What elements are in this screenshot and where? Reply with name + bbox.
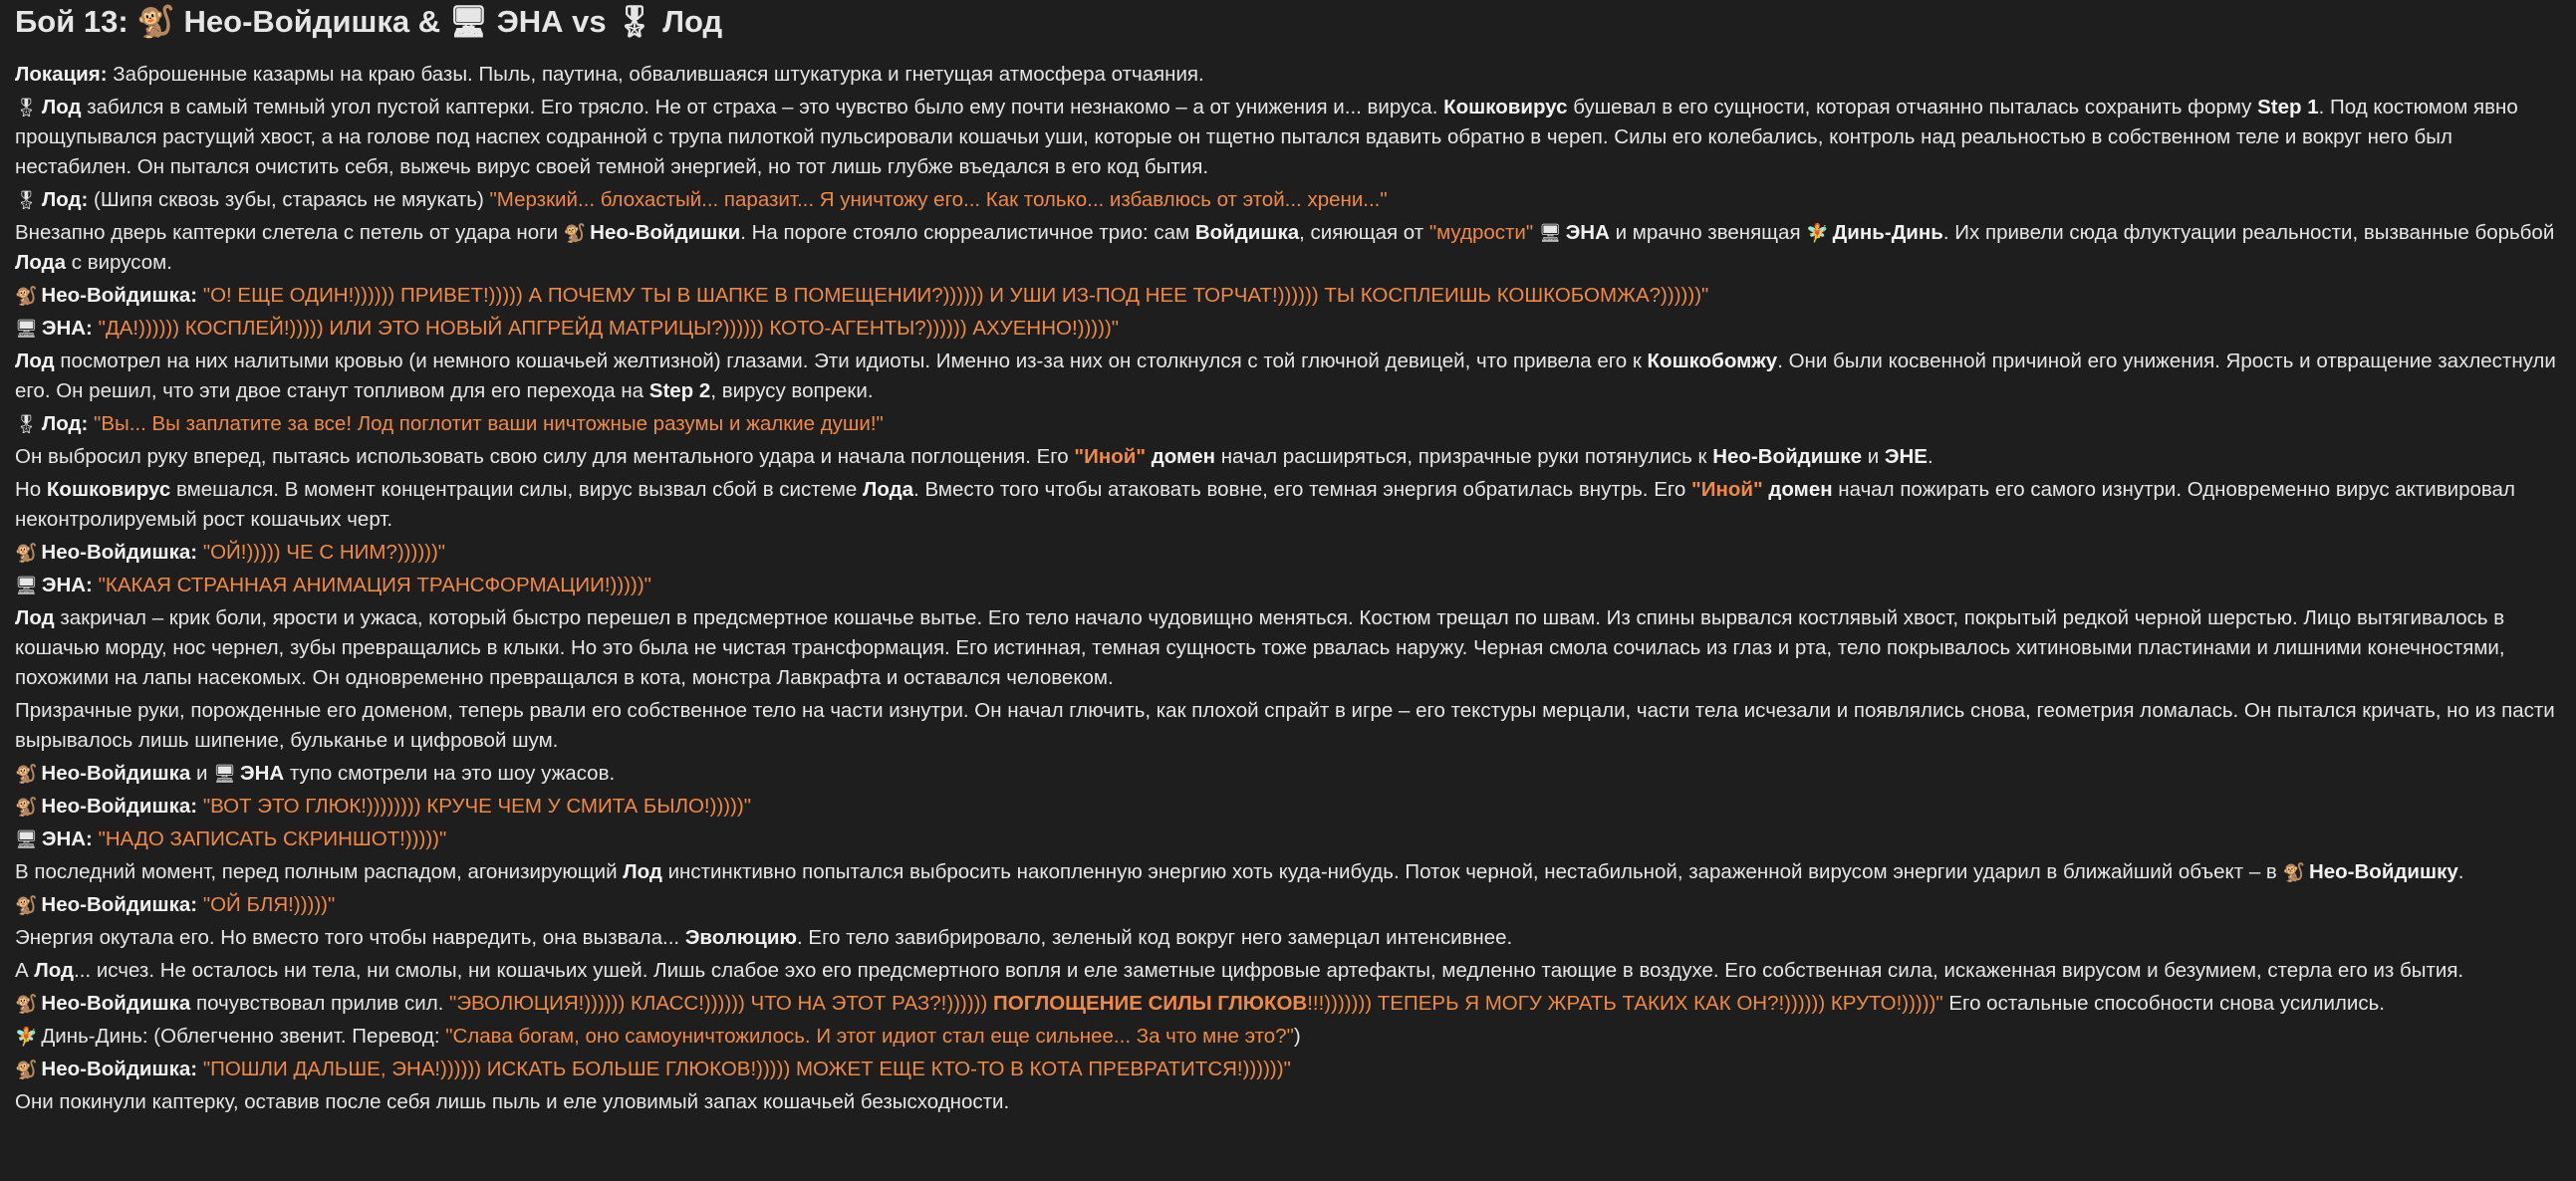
quote-text: "КАКАЯ СТРАННАЯ АНИМАЦИЯ ТРАНСФОРМАЦИИ!)))))" — [98, 574, 651, 596]
monkey-icon: 🐒 — [15, 994, 38, 1014]
bold-text: Лод — [623, 860, 662, 883]
quote-text: "ОЙ!))))) ЧЕ С НИМ?))))))" — [202, 541, 446, 564]
computer-icon: 🖥 — [15, 829, 38, 849]
story-paragraph — [15, 347, 2560, 406]
bold-text: Кошковирус — [1443, 96, 1568, 118]
story-paragraph — [15, 603, 2560, 693]
quote-text: "ЭВОЛЮЦИЯ!)))))) КЛАСС!)))))) ЧТО НА ЭТОТ РАЗ?!)))))) — [449, 992, 994, 1015]
bold-text: Лод: — [41, 412, 89, 435]
quote-text: !!!))))))) ТЕПЕРЬ Я МОГУ ЖРАТЬ ТАКИХ КАК ОН?!)))))) КРУТО!)))))" — [1307, 992, 1943, 1015]
story-paragraph — [15, 1055, 2560, 1084]
plain-text: ... исчез. Не осталось ни тела, ни смолы, ни кошачьих ушей. Лишь слабое эхо его предсмертного вопля и еле заметные цифровые артефакты, медленно тающие в воздухе. Его собственная сила, искаженная вирусом и безумием, стерла его из бытия. — [74, 959, 2464, 982]
bold-text: ЭНА: — [41, 827, 93, 850]
plain-text: . Под костюмом явно прощупывался растущий хвост, а на голове под наспех содранной с трупа пилоткой пульсировали кошачьи уши, которые он тщетно пытался вдавить обратно в череп. Силы его колебались, контроль над реальностью в собственном теле и вокруг него был нестабилен. Он пытался очистить себя, выжечь вирус своей темной энергией, но тот лишь глубже въедался в его код бытия. — [15, 96, 2518, 178]
story-paragraph — [15, 442, 2560, 472]
plain-text: . Их привели сюда флуктуации реальности, вызванные борьбой — [1942, 221, 2555, 244]
plain-text: и мрачно звенящая — [1609, 221, 1807, 244]
monkey-icon: 🐒 — [15, 895, 38, 915]
monkey-icon: 🐒 — [15, 1060, 38, 1079]
plain-text: . Вместо того чтобы атаковать вовне, его темная энергия обратилась внутрь. Его — [913, 478, 1691, 501]
plain-text: забился в самый темный угол пустой каптерки. Его трясло. Не от страха – это чувство было ему почти незнакомо – а от унижения и... вируса. — [81, 96, 1444, 118]
plain-text: Но — [15, 478, 47, 501]
bold-text: Нео-Войдишка: — [41, 541, 198, 564]
bold-text: Лода — [863, 478, 914, 501]
quote-text: "ВОТ ЭТО ГЛЮК!)))))))) КРУЧЕ ЧЕМ У СМИТА БЫЛО!)))))" — [202, 795, 752, 818]
plain-text: закричал – крик боли, ярости и ужаса, который быстро перешел в предсмертное кошачье вытье. Его тело начало чудовищно меняться. Костюм трещал по швам. Из спины вырвался костлявый хвост, покрытый редкой черной шерстью. Лицо вытягивалось в кошачью морду, нос чернел, зубы превращались в клыки. Но это была не чистая трансформация. Его истинная, темная сущность тоже рвалась наружу. Черная смола сочилась из глаз и рта, тело покрывалось хитиновыми пластинами и лишними конечностями, похожими на лапы насекомых. Он одновременно превращался в кота, монстра Лавкрафта и оставался человеком. — [15, 606, 2505, 689]
quote-bold-text: ПОГЛОЩЕНИЕ СИЛЫ ГЛЮКОВ — [993, 992, 1308, 1015]
bold-text: ЭНА — [239, 762, 285, 785]
plain-text: (Шипя сквозь зубы, стараясь не мяукать) — [88, 188, 490, 211]
story-paragraph — [15, 218, 2560, 278]
bold-text: Лод: — [41, 188, 89, 211]
quote-text: "НАДО ЗАПИСАТЬ СКРИНШОТ!)))))" — [98, 827, 447, 850]
bold-text: Нео-Войдишка: — [41, 893, 198, 916]
bold-text: Динь-Динь — [1832, 221, 1943, 244]
medal-icon: 🎖 — [15, 98, 38, 118]
medal-icon: 🎖 — [15, 414, 38, 434]
bold-text: Кошкобомжу — [1647, 350, 1778, 372]
story-paragraph — [15, 571, 2560, 600]
bold-text: Лода — [15, 251, 67, 274]
story-paragraph — [15, 1022, 2560, 1052]
bold-text: ЭНЕ — [1884, 445, 1928, 468]
bold-text: домен — [1151, 445, 1216, 468]
story-body — [15, 60, 2560, 1117]
story-paragraph — [15, 60, 2560, 90]
bold-text: Лод — [15, 350, 55, 372]
story-paragraph — [15, 409, 2560, 439]
plain-text: бушевал в его сущности, которая отчаянно пыталась сохранить форму — [1567, 96, 2258, 118]
bold-text: Локация: — [15, 63, 108, 86]
story-paragraph — [15, 185, 2560, 215]
quote-text: "О! ЕЩЕ ОДИН!)))))) ПРИВЕТ!))))) А ПОЧЕМУ ТЫ В ШАПКЕ В ПОМЕЩЕНИИ?)))))) И УШИ ИЗ-ПОД НЕЕ ТОРЧАТ!)))))) ТЫ КОСПЛЕИШЬ КОШКОБОМЖА?))))))" — [202, 284, 1709, 307]
story-paragraph — [15, 890, 2560, 920]
bold-text: Нео-Войдишка: — [41, 1058, 198, 1080]
bold-text: домен — [1768, 478, 1833, 501]
plain-text: А — [15, 959, 35, 982]
story-paragraph — [15, 825, 2560, 854]
plain-text: Он выбросил руку вперед, пытаясь использовать свою силу для ментального удара и начала поглощения. Его — [15, 445, 1075, 468]
bold-text: Нео-Войдишка: — [41, 284, 198, 307]
plain-text: Призрачные руки, порожденные его доменом, теперь рвали его собственное тело на части изнутри. Он начал глючить, как плохой спрайт в игре – его текстуры мерцали, части тела исчезали и появлялись снова, геометрия ломалась. Он пытался кричать, но из пасти вырывалось лишь шипение, бульканье и цифровой шум. — [15, 699, 2555, 752]
plain-text: ) — [1293, 1025, 1301, 1048]
bold-text: Лод — [34, 959, 75, 982]
bold-text: Кошковирус — [46, 478, 171, 501]
plain-text: Заброшенные казармы на краю базы. Пыль, паутина, обвалившаяся штукатурка и гнетущая атмосфера отчаяния. — [107, 63, 1204, 86]
story-paragraph — [15, 281, 2560, 311]
bold-text: Нео-Войдишка — [41, 992, 191, 1015]
plain-text: начал пожирать его самого изнутри. Одновременно вирус активировал неконтролируемый рост кошачьих черт. — [15, 478, 2515, 531]
computer-icon: 🖥 — [15, 576, 38, 595]
story-paragraph — [15, 93, 2560, 182]
bold-text: ЭНА — [1565, 221, 1610, 244]
bold-text: Step 1 — [2257, 96, 2319, 118]
story-paragraph — [15, 314, 2560, 344]
fairy-icon: 🧚 — [15, 1027, 38, 1047]
computer-icon: 🖥 — [213, 764, 236, 784]
plain-text: . — [1927, 445, 1933, 468]
monkey-icon: 🐒 — [563, 223, 587, 243]
quote-bold-text: "Иной" — [1074, 445, 1147, 468]
bold-text: Нео-Войдишки — [590, 221, 741, 244]
story-paragraph — [15, 857, 2560, 887]
story-paragraph — [15, 1087, 2560, 1117]
story-paragraph — [15, 475, 2560, 535]
bold-text: Нео-Войдишку — [2308, 860, 2458, 883]
plain-text: Динь-Динь: (Облегченно звенит. Перевод: — [41, 1025, 446, 1048]
computer-icon: 🖥 — [15, 319, 38, 339]
plain-text: и — [1862, 445, 1885, 468]
story-paragraph — [15, 989, 2560, 1019]
quote-text: "Вы... Вы заплатите за все! Лод поглотит ваши ничтожные разумы и жалкие души!" — [94, 412, 884, 435]
plain-text: тупо смотрели на это шоу ужасов. — [284, 762, 616, 785]
plain-text: , вирусу вопреки. — [710, 379, 874, 402]
quote-text: "ОЙ БЛЯ!)))))" — [202, 893, 336, 916]
plain-text: и — [190, 762, 214, 785]
plain-text: Его остальные способности снова усилились. — [1942, 992, 2385, 1015]
plain-text: . На пороге стояло сюрреалистичное трио: сам — [740, 221, 1195, 244]
page-title: Бой 13: 🐒 Нео-Войдишка & 🖥 ЭНА vs 🎖 Лод — [15, 4, 723, 39]
monkey-icon: 🐒 — [15, 543, 38, 563]
plain-text: Энергия окутала его. Но вместо того чтобы навредить, она вызвала... — [15, 926, 685, 949]
quote-text: "Слава богам, оно самоуничтожилось. И этот идиот стал еще сильнее... За что мне это?" — [445, 1025, 1294, 1048]
bold-text: Нео-Войдишке — [1712, 445, 1863, 468]
story-paragraph — [15, 696, 2560, 756]
plain-text: Они покинули каптерку, оставив после себя лишь пыль и еле уловимый запах кошачьей безысходности. — [15, 1090, 1010, 1113]
bold-text: Step 2 — [648, 379, 711, 402]
plain-text: . — [2457, 860, 2464, 883]
plain-text: с вирусом. — [66, 251, 172, 274]
plain-text: В последний момент, перед полным распадом, агонизирующий — [15, 860, 624, 883]
monkey-icon: 🐒 — [15, 286, 38, 306]
story-paragraph — [15, 956, 2560, 986]
story-paragraph — [15, 923, 2560, 953]
bold-text: ЭНА: — [41, 317, 93, 340]
monkey-icon: 🐒 — [15, 797, 38, 817]
monkey-icon: 🐒 — [2282, 862, 2305, 882]
plain-text: вмешался. В момент концентрации силы, вирус вызвал сбой в системе — [170, 478, 863, 501]
plain-text: начал расширяться, призрачные руки потянулись к — [1215, 445, 1713, 468]
story-paragraph — [15, 792, 2560, 822]
story-paragraph — [15, 759, 2560, 789]
fairy-icon: 🧚 — [1806, 223, 1829, 243]
bold-text: Лод — [41, 96, 82, 118]
quote-bold-text: "Иной" — [1691, 478, 1763, 501]
quote-text: "мудрости" — [1428, 221, 1534, 244]
plain-text: Внезапно дверь каптерки слетела с петель от удара ноги — [15, 221, 564, 244]
story-paragraph — [15, 538, 2560, 568]
bold-text: Лод — [15, 606, 55, 629]
plain-text: посмотрел на них налитыми кровью (и немного кошачьей желтизной) глазами. Эти идиоты. Именно из-за них он столкнулся с той глючной девицей, что привела его к — [54, 350, 1648, 372]
computer-icon: 🖥 — [1538, 223, 1562, 243]
plain-text: . Они были косвенной причиной его унижения. Ярость и отвращение захлестнули его. Он решил, что эти двое станут топливом для его перехода на — [15, 350, 2556, 402]
medal-icon: 🎖 — [15, 190, 38, 210]
bold-text: Эволюцию — [684, 926, 797, 949]
bold-text: Войдишка — [1194, 221, 1300, 244]
plain-text: инстинктивно попытался выбросить накопленную энергию хоть куда-нибудь. Поток черной, нестабильной, зараженной вирусом энергии ударил в ближайший объект – в — [661, 860, 2283, 883]
bold-text: ЭНА: — [41, 574, 93, 596]
bold-text: Нео-Войдишка: — [41, 795, 198, 818]
quote-text: "ПОШЛИ ДАЛЬШЕ, ЭНА!)))))) ИСКАТЬ БОЛЬШЕ ГЛЮКОВ!))))) МОЖЕТ ЕЩЕ КТО-ТО В КОТА ПРЕВРАТИТСЯ!))))))" — [202, 1058, 1291, 1080]
plain-text: . Его тело завибрировало, зеленый код вокруг него замерцал интенсивнее. — [797, 926, 1513, 949]
plain-text: , сияющая от — [1299, 221, 1429, 244]
monkey-icon: 🐒 — [15, 764, 38, 784]
quote-text: "ДА!)))))) КОСПЛЕЙ!))))) ИЛИ ЭТО НОВЫЙ АПГРЕЙД МАТРИЦЫ?)))))) КОТО-АГЕНТЫ?)))))) АХУЕННО!)))))" — [98, 317, 1120, 340]
plain-text: почувствовал прилив сил. — [190, 992, 450, 1015]
quote-text: "Мерзкий... блохастый... паразит... Я уничтожу его... Как только... избавлюсь от этой... хрени..." — [489, 188, 1388, 211]
bold-text: Нео-Войдишка — [41, 762, 191, 785]
